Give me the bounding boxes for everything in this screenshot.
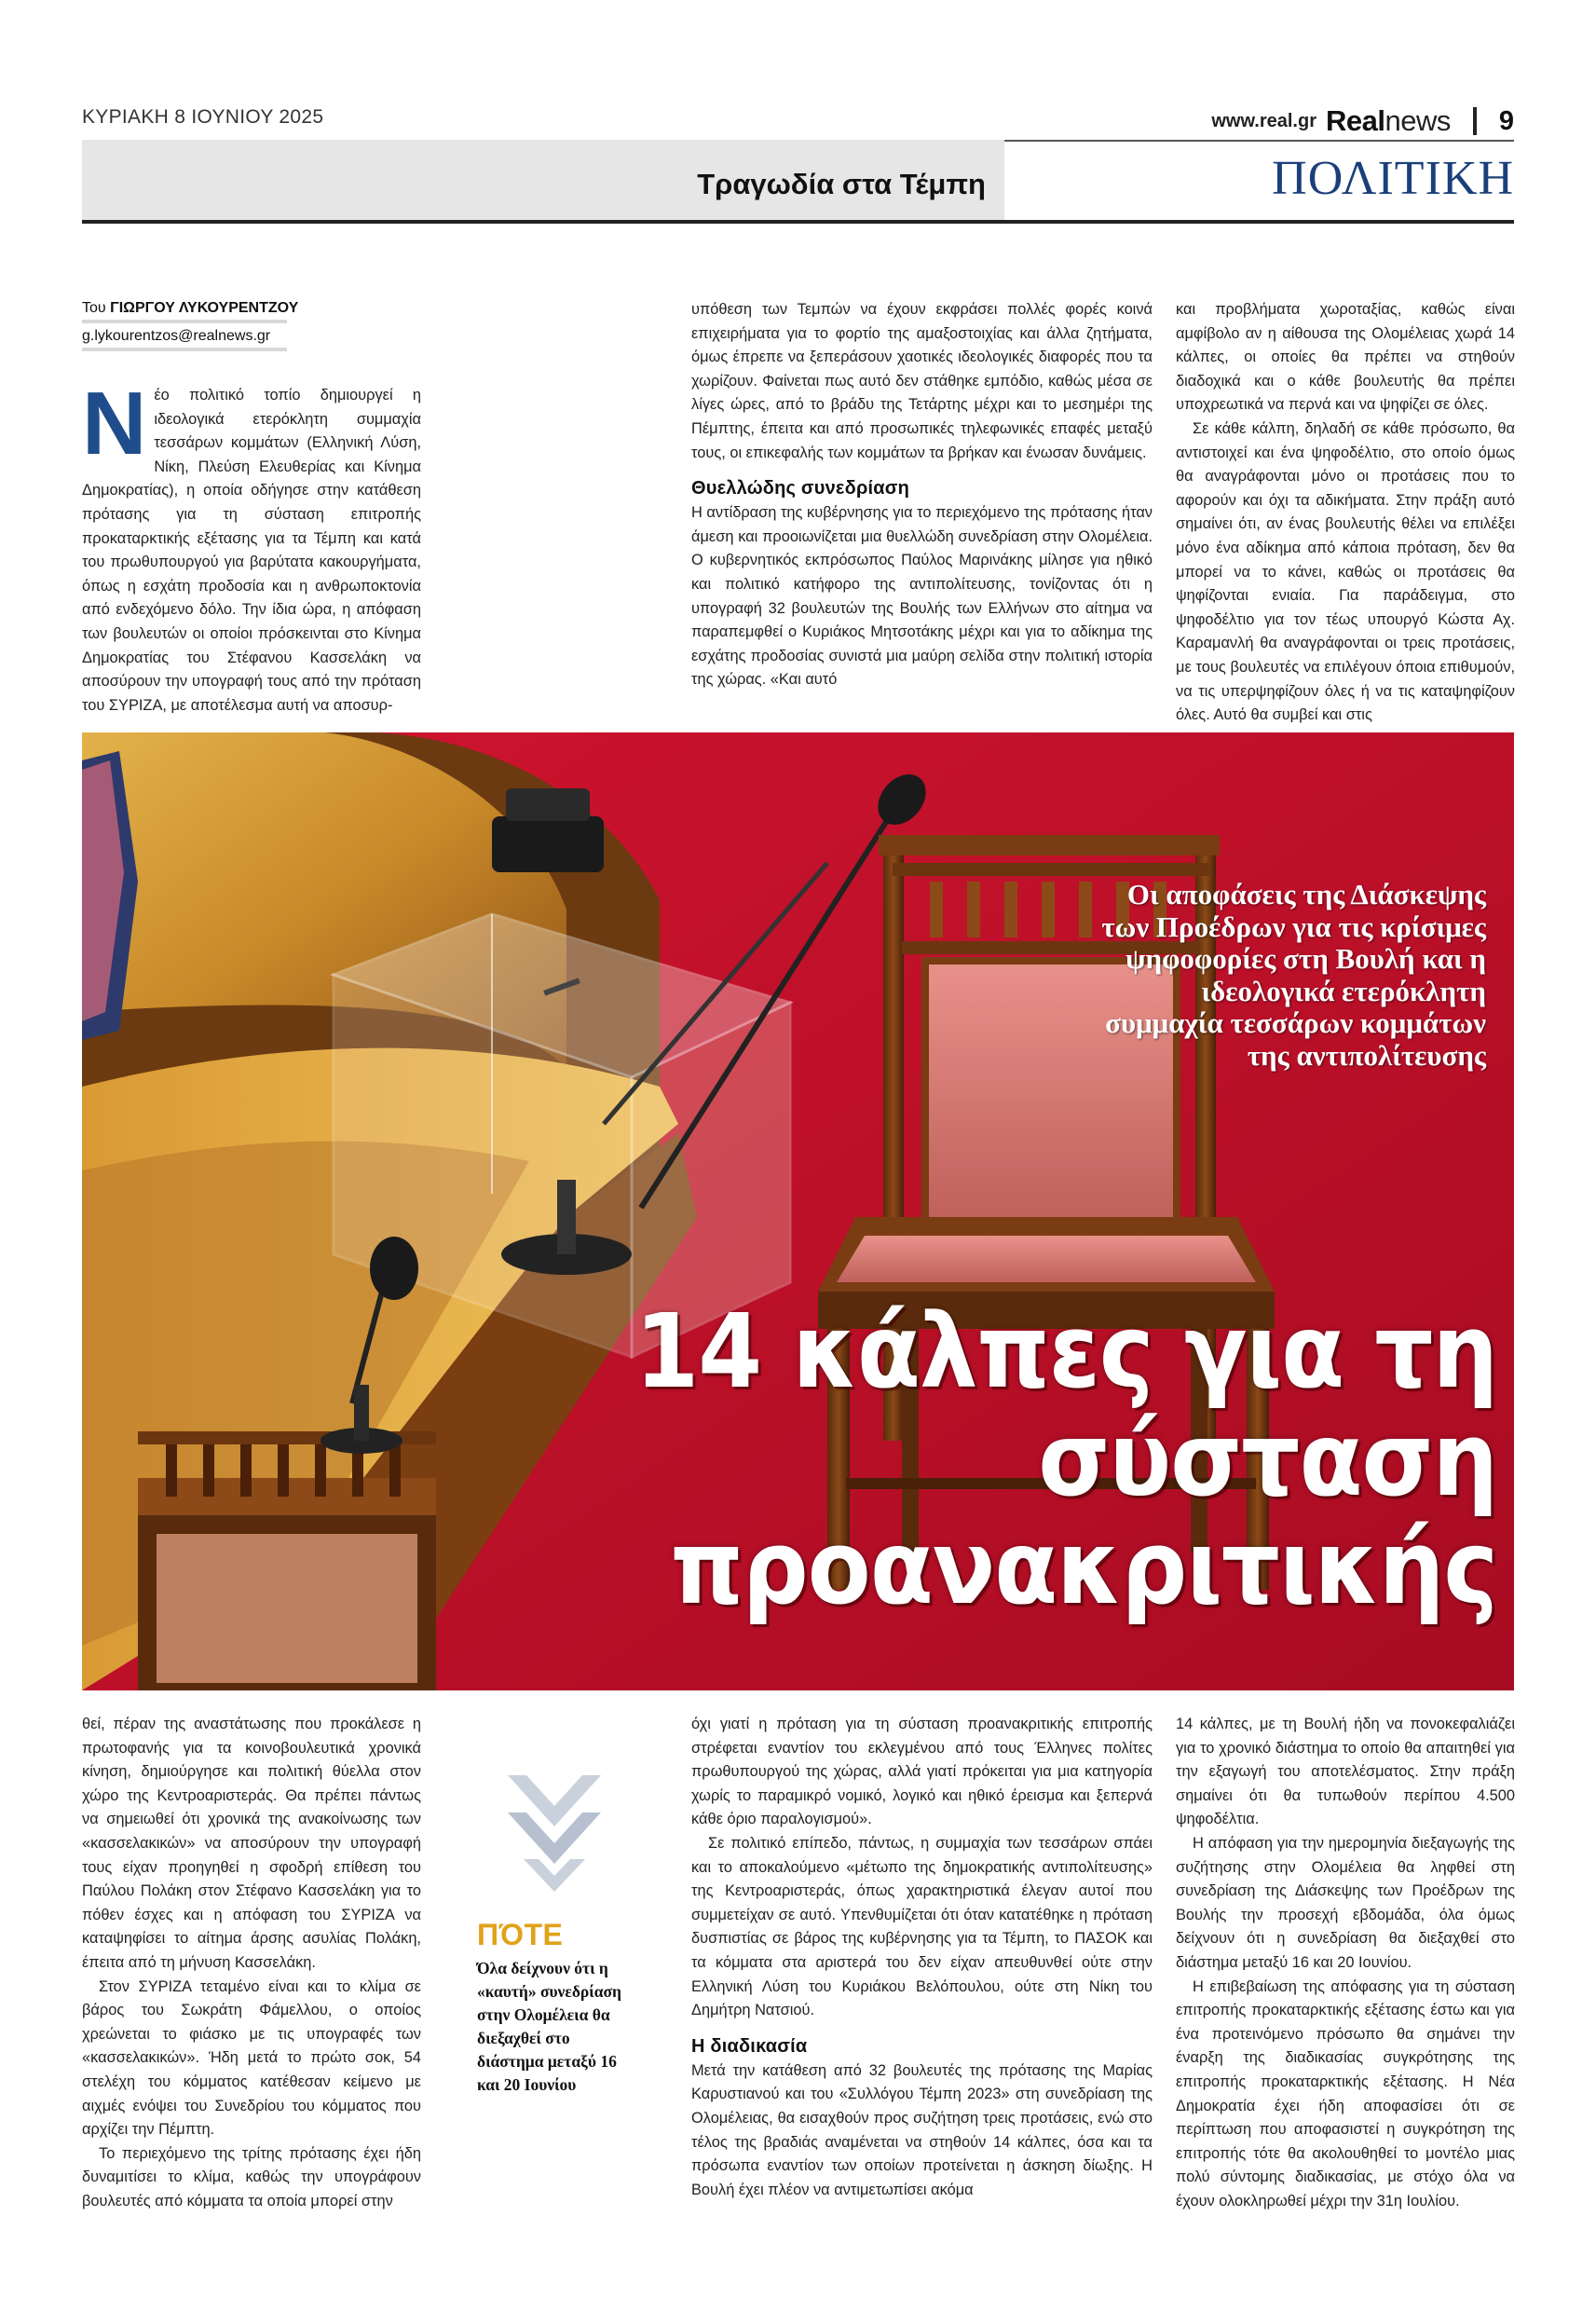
photo-overlay-text: Οι αποφάσεις της Διάσκεψης των Προέδρων για τις κρίσιμες ψηφοφορίες στη Βουλή και η ιδεολογικά ετερόκλητη συμμαχία τεσσάρων κομμάτων της αντιπολίτευσης: [1101, 878, 1486, 1072]
paragraph: θεί, πέραν της αναστάτωσης που προκάλεσε η πρωτοφανής για τα κοινοβουλευτικά χρονικά κίνηση, δημιούργησε και πολιτική θύελλα στον χώρο της Κεντροαριστεράς. Θα πρέπει πάντως να σημειωθεί ότι χρονικά της ανακοίνωσης των «κασσελακικών» να αποσύρουν την υπογραφή τους είχαν προηγηθεί η σφοδρή επίθεση του Παύλου Πολάκη στον Στέφανο Κασσελάκη για το πόθεν έσχες και η απόφαση του ΣΥΡΙΖΑ να καταψηφίσει το αίτημα άρσης ασυλίας Πολάκη, έπειτα από τη μήνυση Κασσελάκη.: [82, 1716, 421, 1971]
subheading-procedure: Η διαδικασία: [691, 2035, 808, 2057]
main-headline: 14 κάλπες για τη σύσταση προανακριτικής: [634, 1292, 1497, 1627]
drop-cap: Ν: [82, 374, 147, 473]
section-title: ΠΟΛΙΤΙΚΗ: [1272, 152, 1514, 205]
paragraph: Η απόφαση για την ημερομηνία διεξαγωγής της συζήτησης στην Ολομέλεια θα ληφθεί στη συνεδρίαση της Διάσκεψης των Προέδρων της Βουλής την προσεχή εβδομάδα, όλα όμως δείχνουν ότι η συνεδρίαση θα διεξαχθεί στο διάστημα μεταξύ 16 και 20 Ιουνίου.: [1176, 1834, 1515, 1971]
subheading-stormy-session: Θυελλώδης συνεδρίαση: [691, 478, 910, 499]
paragraph: Σε πολιτικό επίπεδο, πάντως, η συμμαχία των τεσσάρων σπάει και το αποκαλούμενο «μέτωπο της δημοκρατικής αντιπολίτευσης» της Κεντροαριστεράς, όπως χαρακτηριστικά έλεγαν αυτοί που συμμετείχαν σε αυτό. Υπενθυμίζεται ότι όταν κατατέθηκε η πρόταση δυσπιστίας σε βάρος της κυβέρνησης για τα Τέμπη, το ΠΑΣΟΚ και τα κόμματα στα αριστερά του δεν είχαν απευθυνθεί ούτε στην Ελληνική Λύση του Κυριάκου Βελόπουλου, ούτε στη Νίκη του Δημήτρη Νατσιού.: [691, 1834, 1153, 2019]
article-col2-bottom: [691, 1713, 1153, 2202]
paragraph: Η επιβεβαίωση της απόφασης για τη σύσταση επιτροπής προκαταρκτικής εξέτασης έστω και για ένα προτεινόμενο πρόσωπο θα σημάνει την έναρξη της διαδικασίας συγκρότησης της επιτροπής προκαταρκτικής εξέτασης. Η Νέα Δημοκρατία έχει ήδη αποφασίσει ότι σε περίπτωση που αποφασιστεί η συγκρότηση της επιτροπής τότε θα ακολουθηθεί το μοντέλο μιας πολύ σύντομης διαδικασίας, με στόχο όλα να έχουν ολοκληρωθεί μέχρι την 31η Ιουλίου.: [1176, 1977, 1515, 2209]
article-col1-bottom: [82, 1713, 421, 2213]
article-col2-top: [691, 298, 1153, 692]
paragraph: Το περιεχόμενο της τρίτης πρότασης έχει ήδη δυναμιτίσει το κλίμα, καθώς την υπογράφουν βουλευτές από κόμματα τα οποία μπορεί στην: [82, 2144, 421, 2209]
article-col3-bottom: [1176, 1713, 1515, 2213]
masthead: [1211, 104, 1514, 138]
section-rule: [82, 220, 1514, 224]
paragraph: όχι γιατί η πρόταση για τη σύσταση προανακριτικής επιτροπής στρέφεται εναντίον του εκλεγμένου από τους Έλληνες πολίτες πρωθυπουργού της χώρας, αλλά γιατί πρόκειται για μια κατηγορία χωρίς το παραμικρό νομικό, λογικό και ηθικό έρεισμα και ξεπερνά κάθε όριο παραλογισμού».: [691, 1716, 1153, 1828]
brand-bold: Real: [1326, 104, 1385, 137]
sidebar-text: Όλα δείχνουν ότι η «καυτή» συνεδρίαση στην Ολομέλεια θα διεξαχθεί στο διάστημα μεταξύ 16 και 20 Ιουνίου: [477, 1959, 621, 2094]
article-col3-top: [1176, 298, 1515, 728]
paragraph: Στον ΣΥΡΙΖΑ τεταμένο είναι και το κλίμα σε βάρος του Σωκράτη Φάμελλου, ο οποίος χρεώνεται το φιάσκο με τις υπογραφές των «κασσελακικών». Ήδη μετά το πρώτο σοκ, 54 στελέχη του κόμματος κατέθεσαν κείμενο με αιχμές ενόψει του Συνεδρίου του κόμματος που αρχίζει την Πέμπτη.: [82, 1977, 421, 2139]
article-col1-top: [82, 374, 421, 718]
col1-top-text: έο πολιτικό τοπίο δημιουργεί η ιδεολογικά ετερόκλητη συμμαχία τεσσάρων κομμάτων (Ελληνική Λύση, Νίκη, Πλεύση Ελευθερίας και Κίνημα Δημοκρατίας), η οποία οδήγησε στην κατάθεση πρότασης για τη σύσταση επιτροπής προκαταρκτικής εξέτασης για τα Τέμπη και κατά του πρωθυπουργού για βαρύτατα κακουργήματα, όπως η εσχάτη προδοσία και η ανθρωποκτονία από ενδεχόμενο δόλο. Την ίδια ώρα, η απόφαση των βουλευτών οι οποίοι πρόσκεινται στο Κίνημα Δημοκρατίας του Στέφανου Κασσελάκη να αποσύρουν την υπογραφή τους από την πρόταση του ΣΥΡΙΖΑ, με αποτέλεσμα αυτή να αποσυρ-: [82, 387, 421, 714]
brand-rest: news: [1385, 104, 1451, 137]
author-email[interactable]: g.lykourentzos@realnews.gr: [82, 328, 271, 344]
paragraph: και προβλήματα χωροταξίας, καθώς είναι αμφίβολο αν η αίθουσα της Ολομέλειας χωρά 14 κάλπες, οι οποίες θα πρέπει να στηθούν διαδοχικά και ο κάθε βουλευτής θα πρέπει υποχρεωτικά να περνά και να ψηφίζει σε όλες.: [1176, 301, 1515, 414]
paragraph: 14 κάλπες, με τη Βουλή ήδη να πονοκεφαλιάζει για το χρονικό διάστημα το οποίο θα απαιτηθεί για την εξαγωγή του αποτελέσματος. Στην πράξη σημαίνει ότι θα τυπωθούν περίπου 4.500 ψηφοδέλτια.: [1176, 1716, 1515, 1828]
site-url[interactable]: www.real.gr: [1211, 110, 1316, 131]
chevrons-down-icon: [503, 1771, 606, 1901]
topic-title: Τραγωδία στα Τέμπη: [697, 168, 986, 200]
paragraph: Η αντίδραση της κυβέρνησης για το περιεχόμενο της πρότασης ήταν άμεση και προοιωνίζεται μια θυελλώδη συνεδρίαση στην Ολομέλεια. Ο κυβερνητικός εκπρόσωπος Παύλος Μαρινάκης μίλησε για ηθικό και πολιτικό κατήφορο της αντιπολίτευσης, τονίζοντας ότι η υπογραφή 32 βουλευτών της Βουλής των Ελλήνων στο αίτημα να παραπεμφθεί ο Κυριάκος Μητσοτάκης μέχρι και για το αδίκημα της εσχάτης προδοσίας συνιστά μια μαύρη σελίδα στην πολιτική ιστορία της χώρας. «Και αυτό: [691, 504, 1153, 689]
email-underline: [82, 348, 287, 351]
brand-logo: [1326, 104, 1451, 138]
author-name: ΓΙΩΡΓΟΥ ΛΥΚΟΥΡΕΝΤΖΟΥ: [110, 300, 299, 316]
paragraph: Σε κάθε κάλπη, δηλαδή σε κάθε πρόσωπο, θα αντιστοιχεί και ένα ψηφοδέλτιο, στο οποίο όμως θα αναγράφονται μόνο οι προτάσεις που το αφορούν και όχι τα αδικήματα. Στην πράξη αυτό σημαίνει ότι, αν ένας βουλευτής θέλει να επιλέξει μόνο ένα αδίκημα από κάποια πρόταση, δεν θα μπορεί να το κάνει, καθώς οι προτάσεις θα ψηφίζονται ενιαία. Για παράδειγμα, στο ψηφοδέλτιο για τον τέως υπουργό Κώστα Αχ. Καραμανλή θα αναγράφονται οι τρεις προτάσεις, με τους βουλευτές να επιλέγουν όποια επιθυμούν, να τις υπερψηφίζουν όλες ή να τις καταψηφίζουν όλες. Αυτό θα συμβεί και στις: [1176, 419, 1515, 724]
byline: [82, 300, 298, 317]
page-number: 9: [1498, 105, 1514, 136]
byline-underline: [82, 320, 287, 323]
header-divider: [1473, 107, 1477, 135]
issue-date: ΚΥΡΙΑΚΗ 8 ΙΟΥΝΙΟΥ 2025: [82, 106, 324, 128]
paragraph: υπόθεση των Τεμπών να έχουν εκφράσει πολλές φορές κοινά επιχειρήματα για το φορτίο της αμαξοστοιχίας και άλλα ζητήματα, όμως έπρεπε να ξεπεράσουν χαοτικές ιδεολογικές διαφορές που τα χωρίζουν. Φαίνεται πως αυτό δεν στάθηκε εμπόδιο, καθώς μέσα σε λίγες ώρες, από το βράδυ της Τετάρτης μέχρι και το μεσημέρι της Πέμπτης, έπειτα και από προσωπικές τηλεφωνικές επαφές μεταξύ τους, οι επικεφαλής των κομμάτων τα βρήκαν και ένωσαν δυνάμεις.: [691, 301, 1153, 461]
sidebar-label: ΠΌΤΕ: [477, 1918, 564, 1951]
byline-prefix: Του: [82, 300, 111, 316]
paragraph: Μετά την κατάθεση από 32 βουλευτές της πρότασης της Μαρίας Καρυστιανού και του «Συλλόγου Τέμπη 2023» στη συνεδρίαση της Ολομέλειας, θα εισαχθούν προς συζήτηση τρεις προτάσεις, ενώ στο τέλος της βραδιάς αναμένεται να στηθούν 14 κάλπες, όσα και τα πρόσωπα εναντίον των οποίων προτείνεται η άσκηση δίωξης. Η Βουλή έχει πλέον να αντιμετωπίσει ακόμα: [691, 2061, 1153, 2198]
